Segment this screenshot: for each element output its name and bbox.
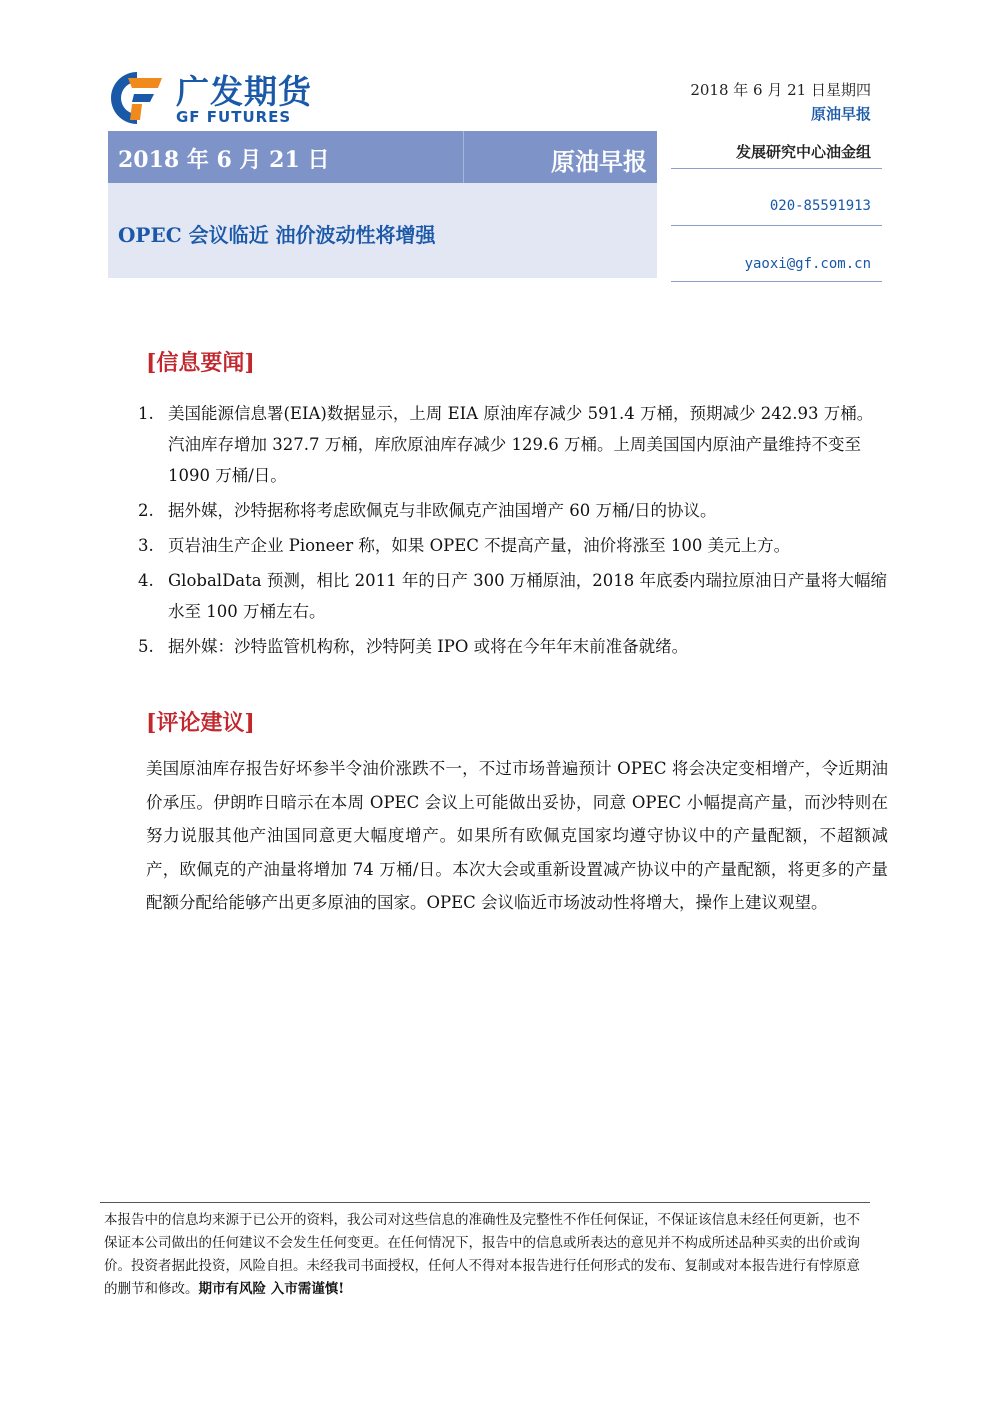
item-number: 5.: [138, 637, 154, 656]
header-date: 2018 年 6 月 21 日星期四: [690, 81, 871, 99]
banner-report-type: 原油早报: [551, 147, 647, 176]
logo-text-en: GF FUTURES: [176, 108, 292, 126]
item-text: 据外媒：沙特监管机构称，沙特阿美 IPO 或将在今年年末前准备就绪。: [168, 637, 689, 656]
item-text: 页岩油生产企业 Pioneer 称，如果 OPEC 不提高产量，油价将涨至 100 美元上方。: [168, 536, 791, 555]
disclaimer-footer: [100, 1202, 870, 1301]
gf-logo-icon: [106, 68, 168, 128]
item-text: 据外媒，沙特据称将考虑欧佩克与非欧佩克产油国增产 60 万桶/日的协议。: [168, 501, 717, 520]
risk-warning: 期市有风险 入市需谨慎!: [198, 1281, 345, 1297]
company-logo: [106, 66, 366, 128]
divider: [671, 225, 882, 226]
logo-text-cn: 广发期货: [176, 72, 312, 111]
report-title-box: [108, 183, 657, 278]
item-number: 3.: [138, 536, 154, 555]
list-item: [138, 398, 888, 491]
banner-date: 2018 年 6 月 21 日: [118, 147, 330, 173]
item-number: 4.: [138, 571, 154, 590]
item-number: 1.: [138, 404, 154, 423]
divider: [671, 168, 882, 169]
department-name: 发展研究中心油金组: [735, 143, 871, 161]
contact-phone: 020-85591913: [769, 198, 871, 214]
banner-divider: [463, 131, 464, 183]
news-list: [138, 398, 888, 666]
contact-email[interactable]: yaoxi@gf.com.cn: [744, 256, 871, 272]
report-banner: [108, 131, 657, 183]
disclaimer-text: 本报告中的信息均来源于已公开的资料，我公司对这些信息的准确性及完整性不作任何保证，不保证该信息未经任何更新，也不保证本公司做出的任何建议不会发生任何变更。在任何情况下，报告中的信息或所表达的意见并不构成所述品种买卖的出价或询价。投资者据此投资，风险自担。未经我司书面授权，任何人不得对本报告进行任何形式的发布、复制或对本报告进行有悖原意的删节和修改。: [104, 1212, 860, 1297]
item-text: GlobalData 预测，相比 2011 年的日产 300 万桶原油，2018 年底委内瑞拉原油日产量将大幅缩水至 100 万桶左右。: [168, 571, 888, 621]
list-item: [138, 631, 888, 662]
header-meta: [690, 78, 871, 126]
header-report-type: 原油早报: [810, 105, 871, 123]
comment-paragraph: 美国原油库存报告好坏参半令油价涨跌不一，不过市场普遍预计 OPEC 将会决定变相增产，令近期油价承压。伊朗昨日暗示在本周 OPEC 会议上可能做出妥协，同意 OPEC 小幅提高产量，而沙特则在努力说服其他产油国同意更大幅度增产。如果所有欧佩克国家均遵守协议中的产量配额，不超额减产，欧佩克的产油量将增加 74 万桶/日。本次大会或重新设置减产协议中的产量配额，将更多的产量配额分配给能够产出更多原油的国家。OPEC 会议临近市场波动性将增大，操作上建议观望。: [146, 759, 888, 913]
item-number: 2.: [138, 501, 154, 520]
news-heading: [信息要闻]: [146, 350, 255, 376]
item-text: 美国能源信息署(EIA)数据显示，上周 EIA 原油库存减少 591.4 万桶，预期减少 242.93 万桶。汽油库存增加 327.7 万桶，库欣原油库存减少 129.6 万桶。上周美国国内原油产量维持不变至 1090 万桶/日。: [168, 404, 874, 485]
list-item: [138, 565, 888, 627]
list-item: [138, 495, 888, 526]
divider: [671, 281, 882, 282]
comment-heading: [评论建议]: [146, 710, 255, 736]
list-item: [138, 530, 888, 561]
report-title: OPEC 会议临近 油价波动性将增强: [118, 223, 436, 247]
